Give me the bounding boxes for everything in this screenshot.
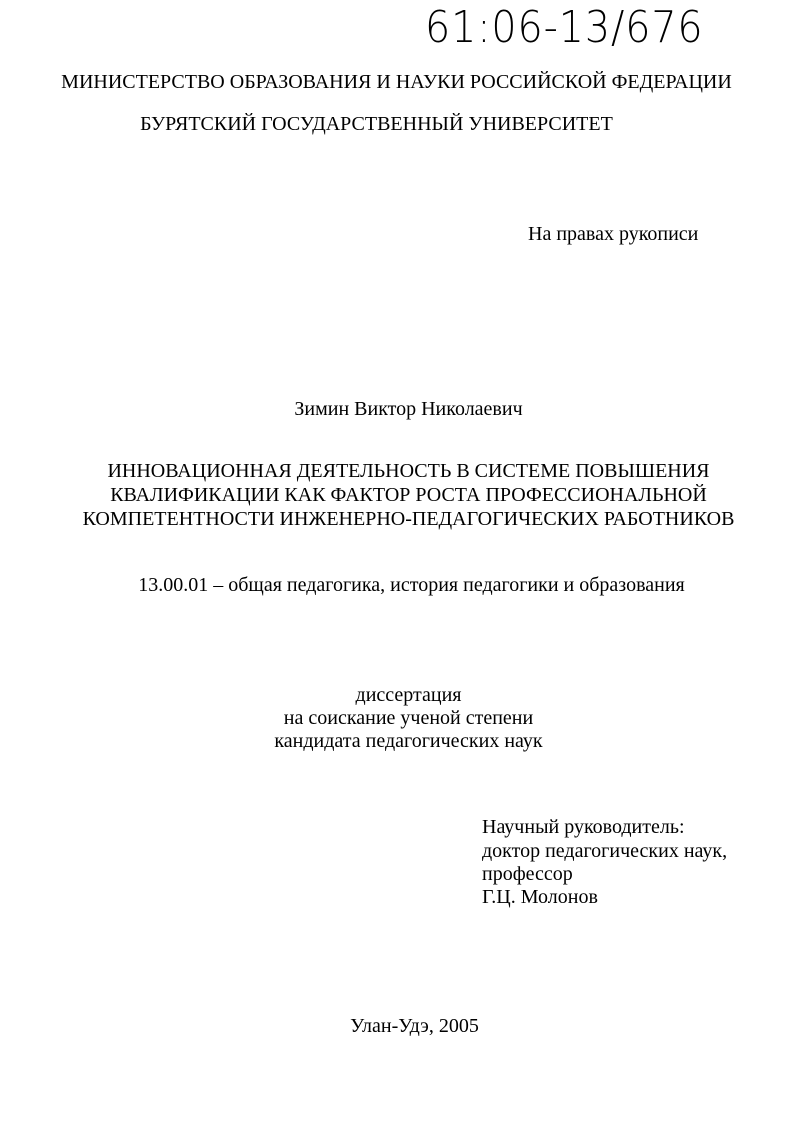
author-name: Зимин Виктор Николаевич (294, 398, 523, 420)
ministry-header: МИНИСТЕРСТВО ОБРАЗОВАНИЯ И НАУКИ РОССИЙСКОЙ ФЕДЕРАЦИИ (61, 71, 732, 93)
university-header: БУРЯТСКИЙ ГОСУДАРСТВЕННЫЙ УНИВЕРСИТЕТ (140, 113, 613, 135)
degree-line-1: диссертация (355, 684, 462, 706)
title-line-2: КВАЛИФИКАЦИИ КАК ФАКТОР РОСТА ПРОФЕССИОНАЛЬНОЙ (110, 484, 707, 506)
supervisor-title: профессор (482, 863, 573, 885)
specialty: 13.00.01 – общая педагогика, история педагогики и образования (138, 574, 685, 596)
supervisor-name: Г.Ц. Молонов (482, 886, 598, 908)
manuscript-note: На правах рукописи (528, 223, 699, 245)
city-year: Улан-Удэ, 2005 (350, 1015, 479, 1037)
handwritten-catalog-number: 61:06-13/676 (425, 2, 704, 53)
degree-line-3: кандидата педагогических наук (274, 730, 543, 752)
supervisor-degree: доктор педагогических наук, (482, 840, 728, 862)
title-line-3: КОМПЕТЕНТНОСТИ ИНЖЕНЕРНО-ПЕДАГОГИЧЕСКИХ РАБОТНИКОВ (82, 508, 735, 530)
supervisor-label: Научный руководитель: (482, 816, 685, 838)
degree-line-2: на соискание ученой степени (283, 707, 534, 729)
title-line-1: ИННОВАЦИОННАЯ ДЕЯТЕЛЬНОСТЬ В СИСТЕМЕ ПОВЫШЕНИЯ (107, 460, 710, 482)
